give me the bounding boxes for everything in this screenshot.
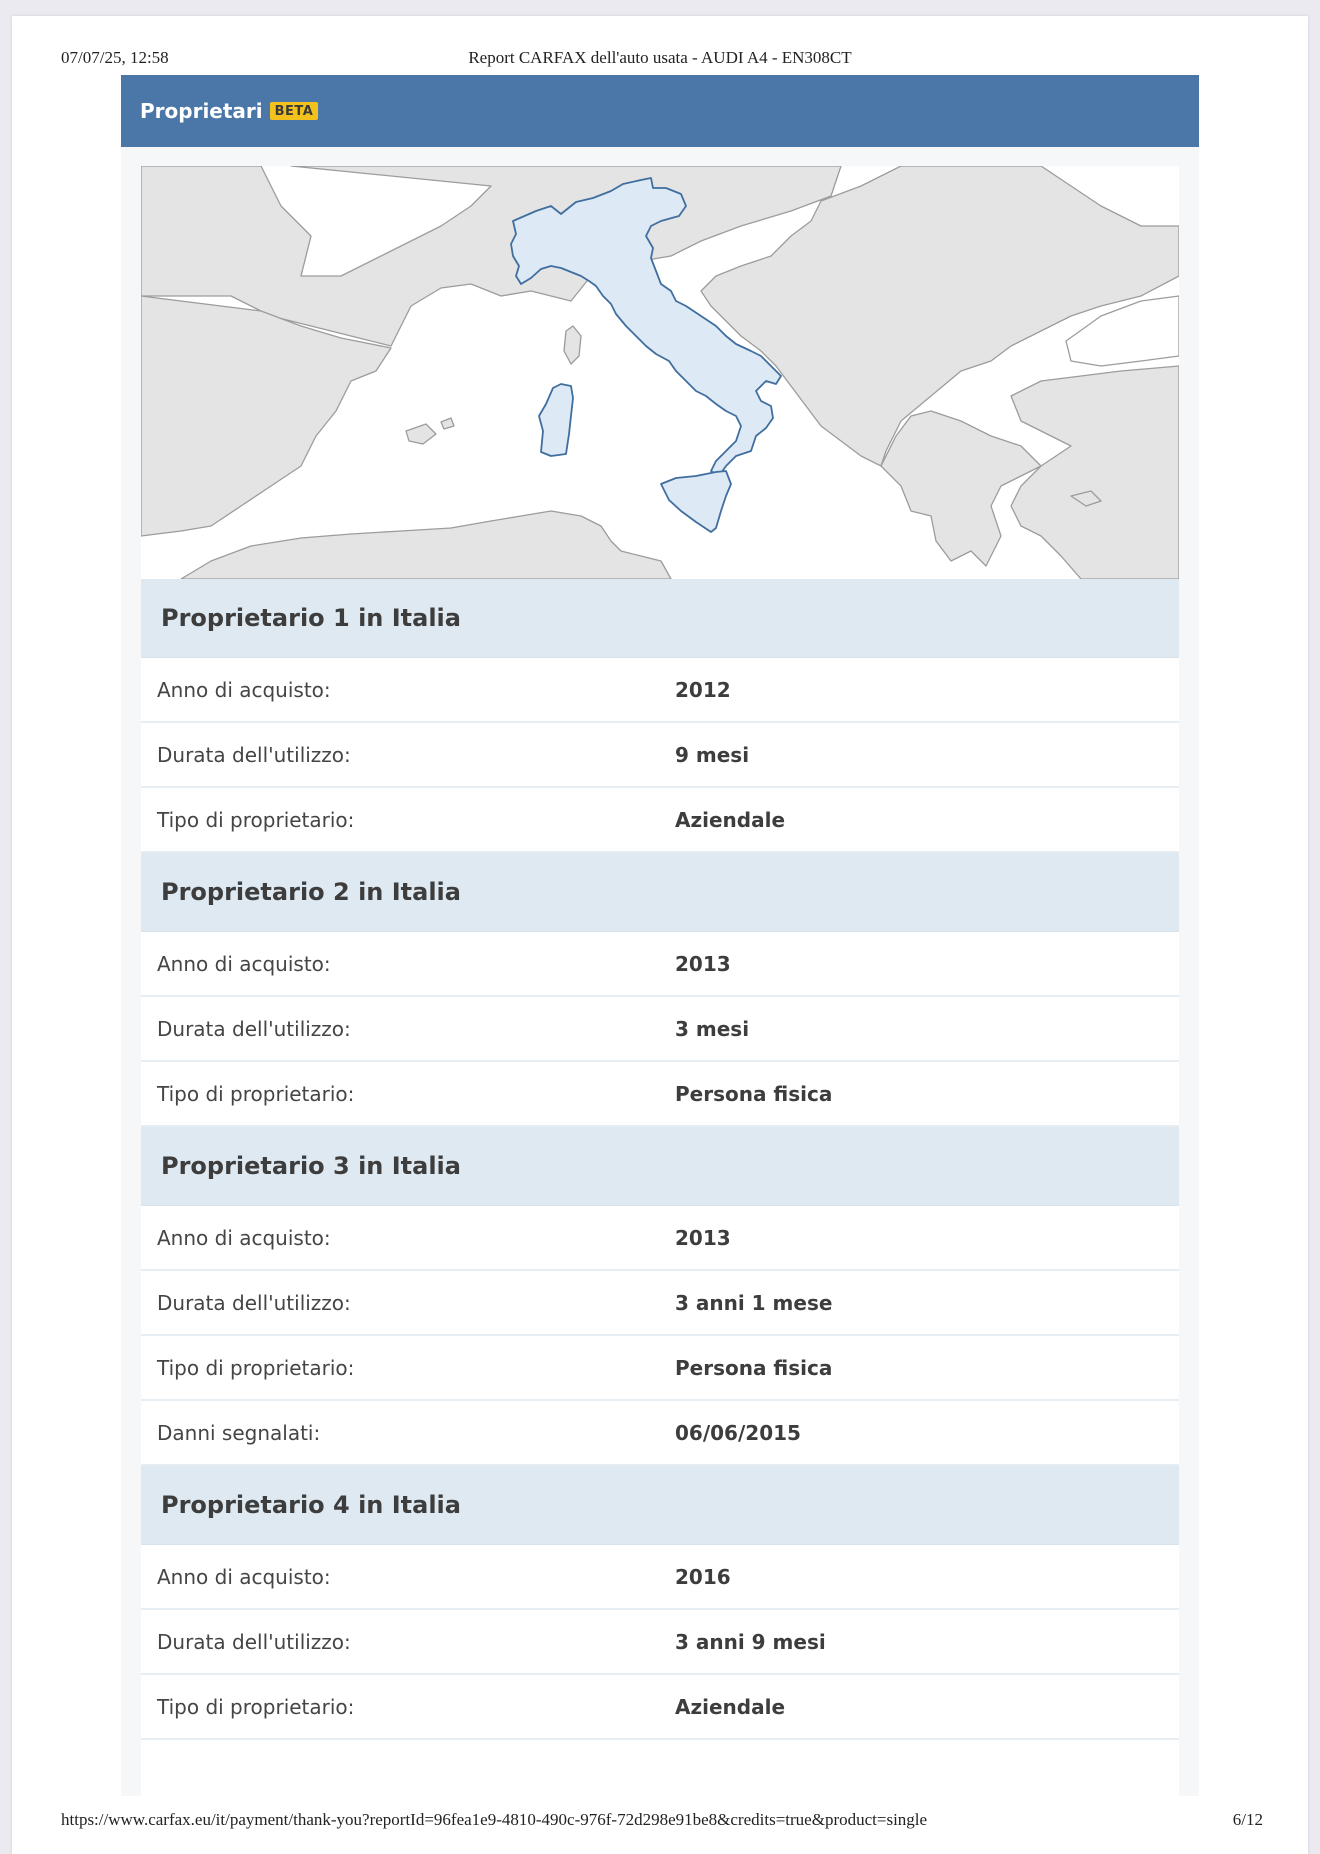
row-value: Aziendale xyxy=(675,808,786,832)
owner-title: Proprietario 3 in Italia xyxy=(161,1152,461,1180)
row-label: Anno di acquisto: xyxy=(157,678,331,702)
detail-row xyxy=(141,1336,1179,1401)
print-header xyxy=(12,16,1308,67)
owners-map xyxy=(141,166,1179,579)
row-label: Anno di acquisto: xyxy=(157,1565,331,1589)
owner-block xyxy=(141,1127,1179,1466)
owner-header xyxy=(141,1127,1179,1206)
owners-card xyxy=(141,166,1179,1854)
section-header xyxy=(121,75,1199,147)
row-label: Danni segnalati: xyxy=(157,1421,321,1445)
print-footer xyxy=(12,1796,1308,1854)
row-label: Durata dell'utilizzo: xyxy=(157,1630,351,1654)
row-value: 2013 xyxy=(675,1226,731,1250)
detail-row xyxy=(141,1206,1179,1271)
row-value: 06/06/2015 xyxy=(675,1421,801,1445)
owner-title: Proprietario 2 in Italia xyxy=(161,878,461,906)
row-label: Tipo di proprietario: xyxy=(157,1695,355,1719)
owner-header xyxy=(141,579,1179,658)
row-label: Anno di acquisto: xyxy=(157,952,331,976)
row-value: 3 mesi xyxy=(675,1017,750,1041)
detail-row xyxy=(141,1675,1179,1740)
detail-row xyxy=(141,1062,1179,1127)
detail-row xyxy=(141,1545,1179,1610)
owner-block xyxy=(141,1466,1179,1740)
owners-section xyxy=(121,75,1199,1854)
detail-row xyxy=(141,1401,1179,1466)
detail-row xyxy=(141,788,1179,853)
row-value: 2016 xyxy=(675,1565,731,1589)
owner-block xyxy=(141,853,1179,1127)
detail-row xyxy=(141,997,1179,1062)
row-value: 2012 xyxy=(675,678,731,702)
row-label: Anno di acquisto: xyxy=(157,1226,331,1250)
row-value: Persona fisica xyxy=(675,1082,833,1106)
section-title: Proprietari xyxy=(140,99,263,123)
row-label: Tipo di proprietario: xyxy=(157,1356,355,1380)
row-value: 3 anni 9 mesi xyxy=(675,1630,826,1654)
owner-block xyxy=(141,579,1179,853)
row-label: Tipo di proprietario: xyxy=(157,808,355,832)
row-label: Durata dell'utilizzo: xyxy=(157,1291,351,1315)
owner-title: Proprietario 4 in Italia xyxy=(161,1491,461,1519)
detail-row xyxy=(141,1271,1179,1336)
detail-row xyxy=(141,1610,1179,1675)
report-page xyxy=(12,16,1308,1854)
row-label: Durata dell'utilizzo: xyxy=(157,1017,351,1041)
row-label: Durata dell'utilizzo: xyxy=(157,743,351,767)
owners-list xyxy=(141,579,1179,1740)
owner-header xyxy=(141,853,1179,932)
detail-row xyxy=(141,723,1179,788)
europe-map-icon xyxy=(141,166,1179,579)
row-value: Persona fisica xyxy=(675,1356,833,1380)
row-label: Tipo di proprietario: xyxy=(157,1082,355,1106)
beta-badge: BETA xyxy=(270,102,319,120)
detail-row xyxy=(141,932,1179,997)
row-value: 2013 xyxy=(675,952,731,976)
row-value: 9 mesi xyxy=(675,743,750,767)
row-value: 3 anni 1 mese xyxy=(675,1291,833,1315)
row-value: Aziendale xyxy=(675,1695,786,1719)
page-number: 6/12 xyxy=(1232,1810,1263,1829)
print-datetime: 07/07/25, 12:58 xyxy=(61,48,169,67)
detail-row xyxy=(141,658,1179,723)
owner-title: Proprietario 1 in Italia xyxy=(161,604,461,632)
report-url: https://www.carfax.eu/it/payment/thank-you?reportId=96fea1e9-4810-490c-976f-72d298e91be8&credits=true&product=single xyxy=(61,1810,928,1829)
owner-header xyxy=(141,1466,1179,1545)
print-title: Report CARFAX dell'auto usata - AUDI A4 - EN308CT xyxy=(468,48,852,67)
